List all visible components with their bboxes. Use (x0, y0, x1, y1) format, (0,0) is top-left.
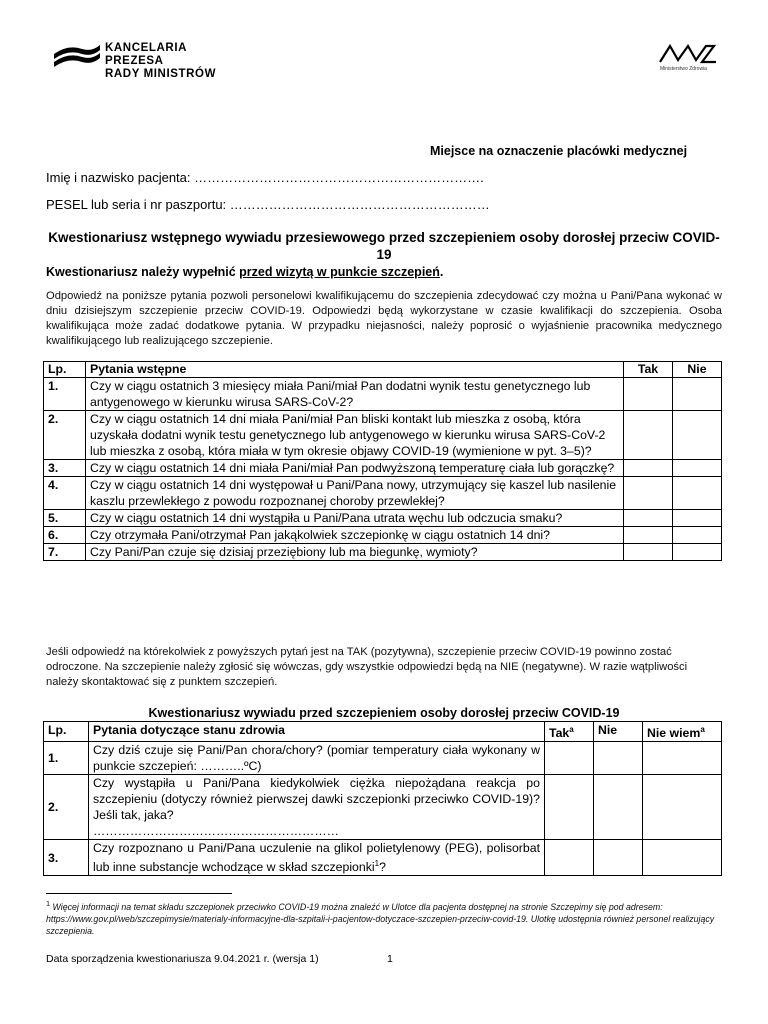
answer-no-cell[interactable] (673, 477, 722, 510)
kprm-logo-line1: KANCELARIA PREZESA (105, 42, 187, 67)
footnote-ref: 1 (374, 859, 380, 869)
row-number: 1. (44, 378, 86, 411)
row-number: 7. (44, 544, 86, 561)
question-text: Czy w ciągu ostatnich 3 miesięcy miała Pani/miał Pan dodatni wynik testu genetycznego lub antygenowego w kierunku wirusa SARS-CoV-2? (86, 378, 624, 411)
answer-yes-cell[interactable] (624, 527, 673, 544)
answer-no-cell[interactable] (673, 527, 722, 544)
answer-no-cell[interactable] (594, 775, 643, 840)
intro-paragraph: Odpowiedź na poniższe pytania pozwoli personelowi kwalifikującemu do szczepienia zdecydować czy można u Pani/Pana wykonać w dniu dzisiejszym szczepienie przeciw COVID-19. Odpowiedzi będą wykorzystane w czasie kwalifikacji do szczepienia. Osoba kwalifikująca może zadać dodatkowe pytania. W przypadku niejasności, należy poprosić o wyjaśnienie pracownika medycznego kwalifikującego lub realizującego szczepienie. (46, 290, 722, 347)
deferral-note: Jeśli odpowiedź na którekolwiek z powyższych pytań jest na TAK (pozytywna), szczepienie przeciw COVID-19 powinno zostać odroczone. Na szczepienie należy zgłosić się wówczas, gdy wszystkie odpowiedzi będą na NIE (negatywne). W razie wątpliwości należy skontaktować się z punktem szczepień. (46, 646, 688, 688)
question-text: Czy wystąpiła u Pani/Pana kiedykolwiek ciężka niepożądana reakcja po szczepieniu (dotyczy również pierwszej dawki szczepionki przeciwko COVID-19)? Jeśli tak, jaka? (93, 776, 540, 823)
instruction-underlined: przed wizytą w punkcie szczepień (239, 265, 440, 279)
col-question: Pytania dotyczące stanu zdrowia (89, 722, 545, 742)
answer-dots-field[interactable]: …………………………………………………… (93, 824, 339, 839)
table-row (44, 460, 722, 477)
row-number: 4. (44, 477, 86, 510)
question-text: Czy w ciągu ostatnich 14 dni miała Pani/miał Pan podwyższoną temperaturę ciała lub gorączkę? (86, 460, 624, 477)
footnote-divider (46, 893, 232, 894)
col-no: Nie (594, 722, 643, 742)
document-title: Kwestionariusz wstępnego wywiadu przesiewowego przed szczepieniem osoby dorosłej przeciw COVID-19 (48, 230, 720, 262)
col-yes: Tak (624, 362, 673, 378)
mz-logo-caption: Ministerstwo Zdrowia (660, 66, 707, 72)
table-row (44, 477, 722, 510)
row-number: 2. (44, 775, 89, 840)
document-date: Data sporządzenia kwestionariusza 9.04.2021 r. (wersja 1) (46, 953, 319, 965)
table-row (44, 840, 722, 876)
footnote-text: Więcej informacji na temat składu szczepionek przeciwko COVID-19 można znaleźć w Ulotce dla pacjenta dostępnej na stronie Szczepimy się pod adresem: https://www.gov.pl/web/szczepimysie/materialy-informacyjne-dla-szpitali-i-pacjentow-dotyczace-szczepien-przeciw-covid-19. Ulotkę udostępnia również personel realizujący szczepienia. (46, 901, 715, 936)
table-header-row (44, 722, 722, 742)
table-row (44, 742, 722, 775)
question-tail: ? (379, 860, 386, 875)
col-yes-label: Tak (549, 726, 570, 741)
answer-no-cell[interactable] (594, 840, 643, 876)
kprm-emblem-icon (52, 40, 102, 70)
instruction-suffix: . (439, 265, 444, 279)
mz-emblem-icon (652, 40, 722, 66)
col-dont-know-footnote-mark: a (700, 725, 705, 734)
answer-no-cell[interactable] (673, 411, 722, 460)
question-text: Czy Pani/Pan czuje się dzisiaj przeziębiony lub ma biegunkę, wymioty? (86, 544, 624, 561)
col-yes (545, 722, 594, 742)
answer-no-cell[interactable] (673, 544, 722, 561)
patient-name-field[interactable]: Imię i nazwisko pacjenta: …………………………………………………………. (46, 170, 484, 185)
fill-instruction (46, 265, 443, 279)
answer-yes-cell[interactable] (624, 510, 673, 527)
question-text: Czy w ciągu ostatnich 14 dni wystąpiła u Pani/Pana utrata węchu lub odczucia smaku? (86, 510, 624, 527)
answer-no-cell[interactable] (673, 510, 722, 527)
col-dont-know (643, 722, 722, 742)
col-dont-know-label: Nie wiem (647, 726, 701, 741)
col-no: Nie (673, 362, 722, 378)
answer-yes-cell[interactable] (545, 840, 594, 876)
page-number: 1 (387, 953, 393, 965)
answer-yes-cell[interactable] (624, 544, 673, 561)
question-text: Czy w ciągu ostatnich 14 dni występował u Pani/Pana nowy, utrzymujący się kaszel lub nasilenie kaszlu przewlekłego z powodu rozpoznanej choroby przewlekłej? (86, 477, 624, 510)
col-yes-footnote-mark: a (569, 725, 574, 734)
answer-no-cell[interactable] (673, 378, 722, 411)
col-lp: Lp. (44, 722, 89, 742)
answer-dont-know-cell[interactable] (643, 775, 722, 840)
footnote-number: 1 (46, 899, 51, 908)
footnote (46, 898, 722, 937)
answer-yes-cell[interactable] (624, 460, 673, 477)
answer-no-cell[interactable] (673, 460, 722, 477)
answer-yes-cell[interactable] (624, 477, 673, 510)
table-row (44, 510, 722, 527)
table-row (44, 544, 722, 561)
kprm-logo (52, 40, 242, 80)
answer-yes-cell[interactable] (624, 378, 673, 411)
row-number: 1. (44, 742, 89, 775)
answer-dont-know-cell[interactable] (643, 840, 722, 876)
col-lp: Lp. (44, 362, 86, 378)
row-number: 5. (44, 510, 86, 527)
question-text: Czy rozpoznano u Pani/Pana uczulenie na glikol polietylenowy (PEG), polisorbat lub inne substancje wchodzące w skład szczepionki (93, 841, 540, 875)
health-questions-table (43, 721, 722, 876)
question-text: Czy dziś czuje się Pani/Pan chora/chory? (pomiar temperatury ciała wykonany w punkcie szczepień: ………..ºC) (89, 742, 545, 775)
table-row (44, 527, 722, 544)
row-number: 2. (44, 411, 86, 460)
table-row (44, 411, 722, 460)
medical-facility-placeholder: Miejsce na oznaczenie placówki medycznej (430, 144, 688, 158)
answer-yes-cell[interactable] (624, 411, 673, 460)
answer-yes-cell[interactable] (545, 775, 594, 840)
question-cell (89, 840, 545, 876)
kprm-logo-line2: RADY MINISTRÓW (105, 68, 217, 80)
question-text: Czy w ciągu ostatnich 14 dni miała Pani/miał Pan bliski kontakt lub mieszka z osobą, która uzyskała dodatni wynik testu genetycznego lub antygenowego w kierunku wirusa SARS-CoV-2 lub mieszka z osobą, która miała w tym okresie objawy COVID-19 (wymienione w pyt. 3–5)? (86, 411, 624, 460)
answer-yes-cell[interactable] (545, 742, 594, 775)
pesel-field[interactable]: PESEL lub seria i nr paszportu: …………………………………………………… (46, 197, 490, 212)
answer-dont-know-cell[interactable] (643, 742, 722, 775)
table-row (44, 378, 722, 411)
screening-questions-table (43, 361, 722, 561)
question-text: Czy otrzymała Pani/otrzymał Pan jakąkolwiek szczepionkę w ciągu ostatnich 14 dni? (86, 527, 624, 544)
col-question: Pytania wstępne (86, 362, 624, 378)
health-questionnaire-title: Kwestionariusz wywiadu przed szczepieniem osoby dorosłej przeciw COVID-19 (148, 706, 620, 720)
question-cell (89, 775, 545, 840)
table-header-row (44, 362, 722, 378)
mz-logo (652, 40, 722, 76)
instruction-prefix: Kwestionariusz należy wypełnić (46, 265, 240, 279)
row-number: 3. (44, 460, 86, 477)
row-number: 3. (44, 840, 89, 876)
row-number: 6. (44, 527, 86, 544)
table-row (44, 775, 722, 840)
answer-no-cell[interactable] (594, 742, 643, 775)
